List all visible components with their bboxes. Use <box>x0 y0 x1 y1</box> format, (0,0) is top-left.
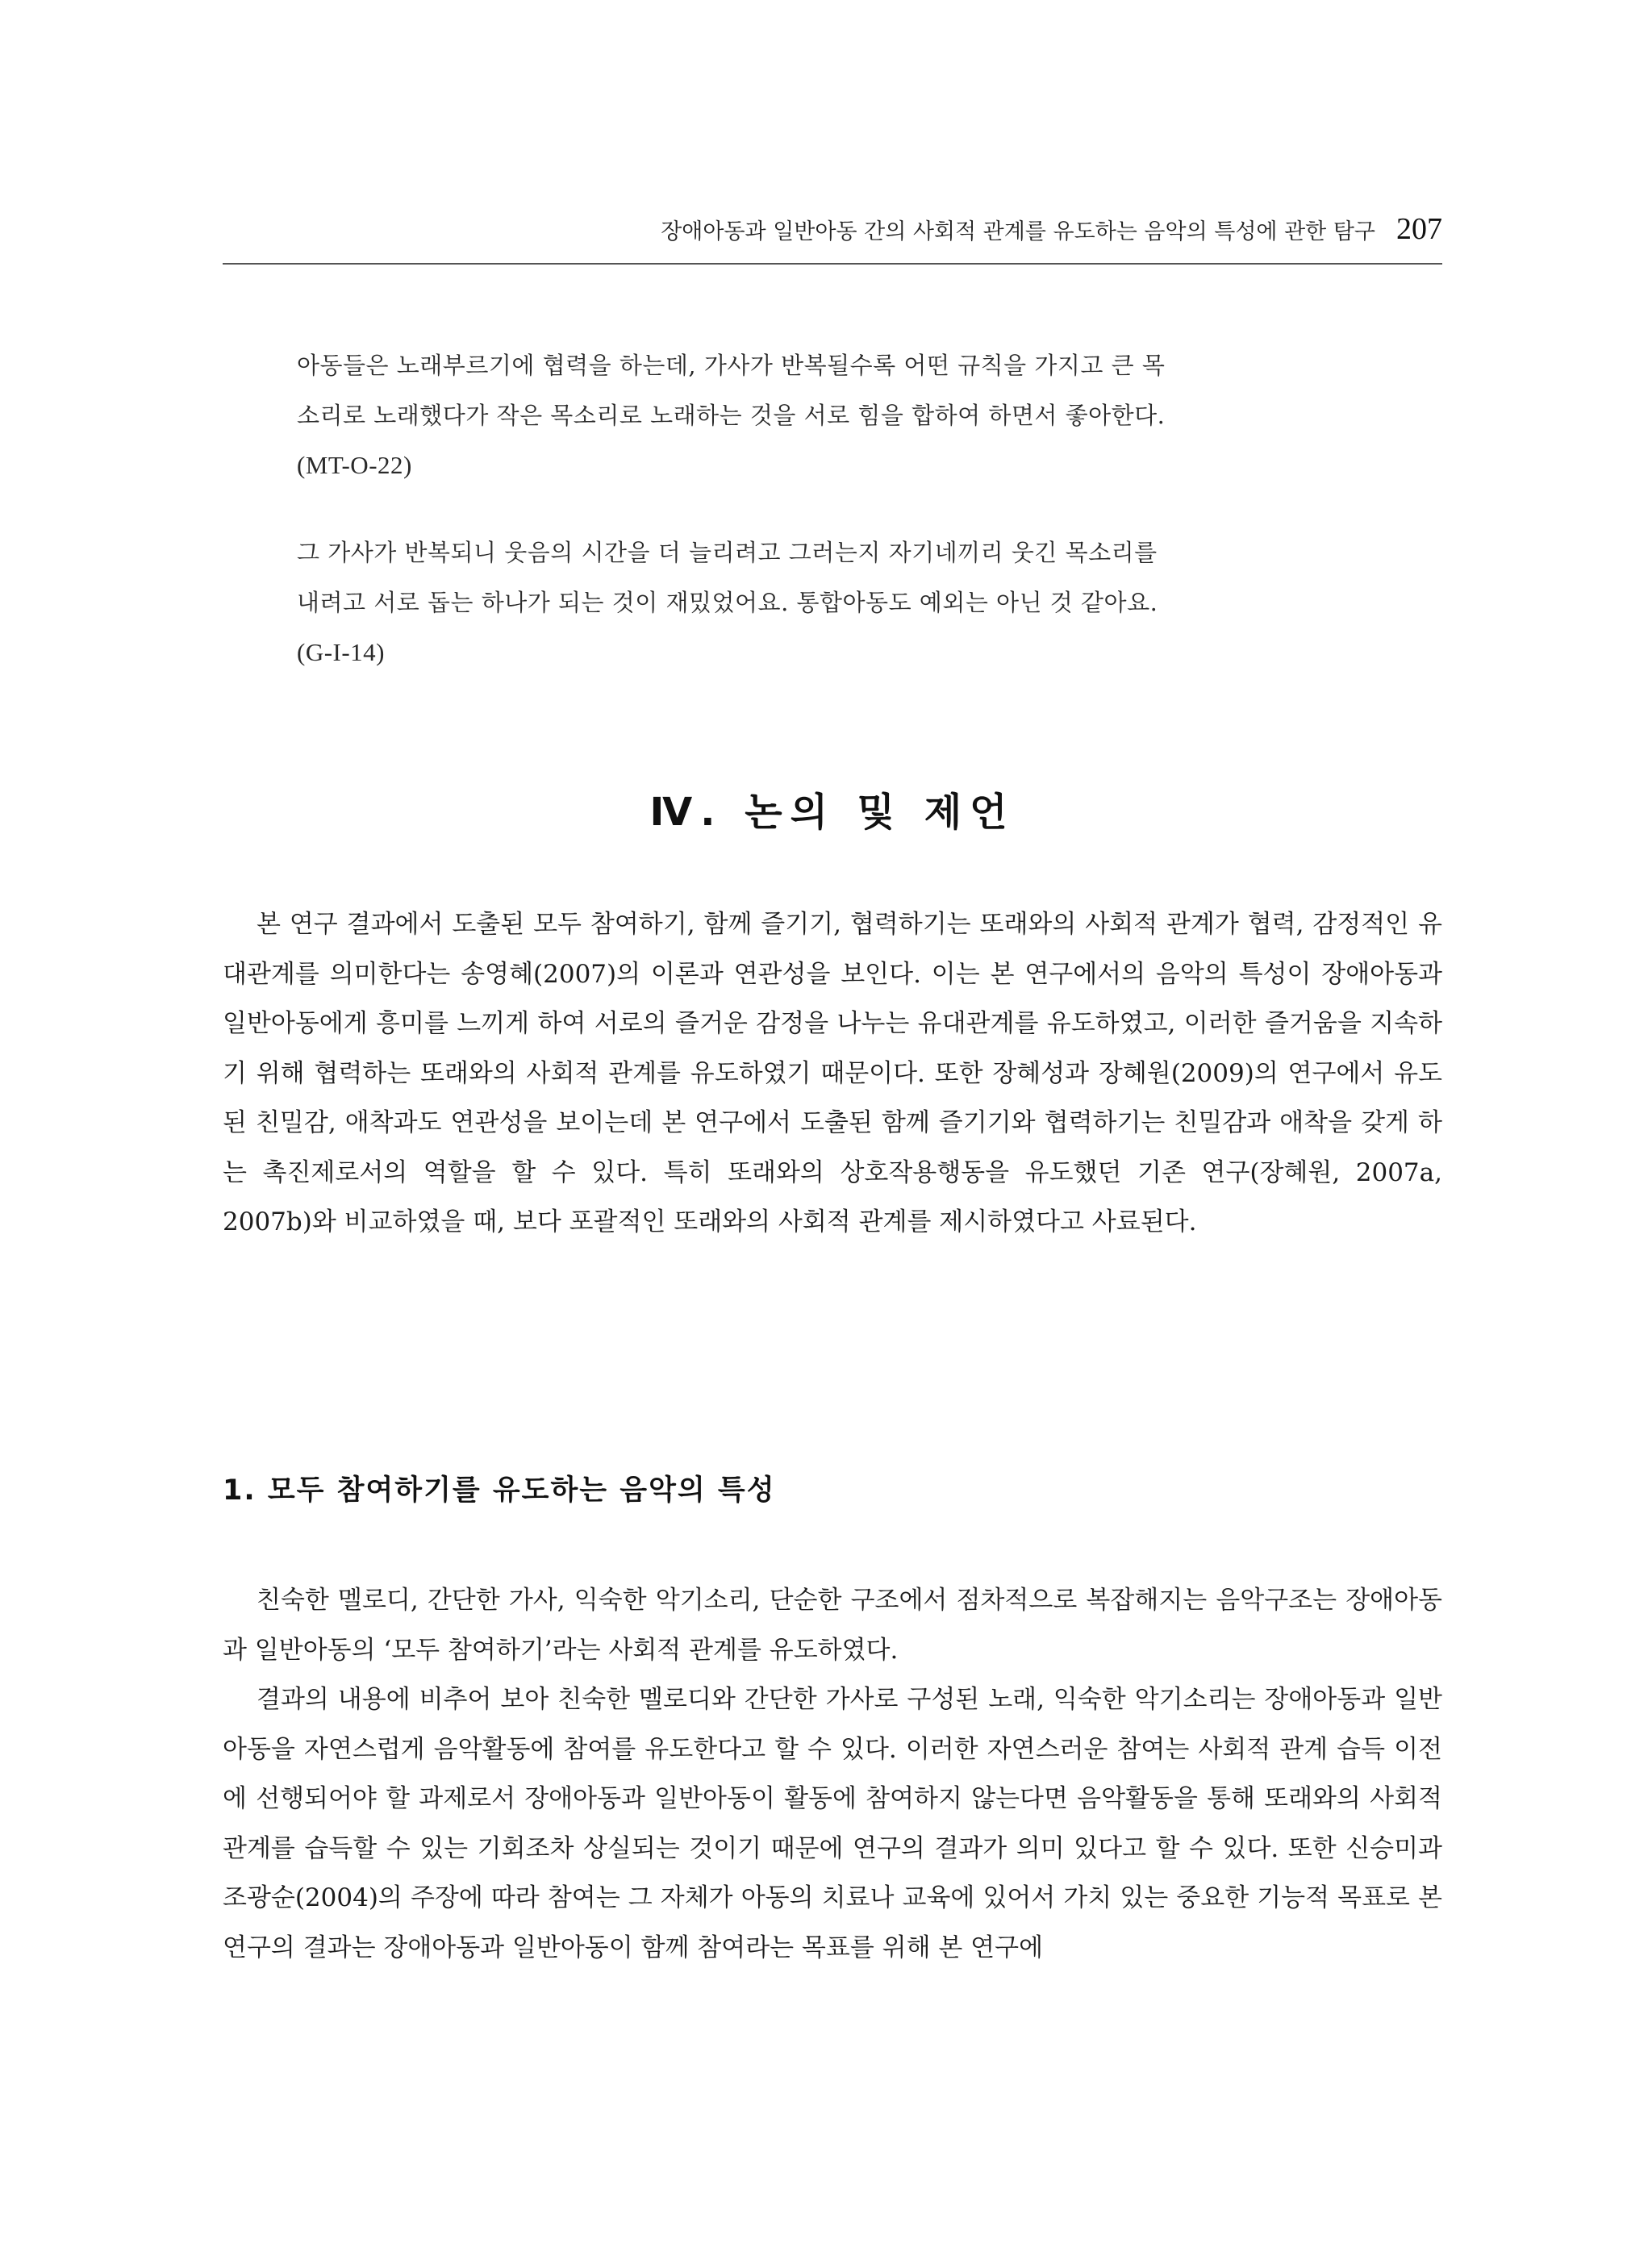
subsection-body <box>223 1576 1442 1973</box>
interview-quote <box>297 340 1382 490</box>
quote-line: 소리로 노래했다가 작은 목소리로 노래하는 것을 서로 힘을 합하여 하면서 좋아한다. <box>297 402 1166 429</box>
body-paragraph: 친숙한 멜로디, 간단한 가사, 익숙한 악기소리, 단순한 구조에서 점차적으로 복잡해지는 음악구조는 장애아동과 일반아동의 ‘모두 참여하기’라는 사회적 관계를 유도하였다. <box>223 1586 1442 1665</box>
body-paragraph: 결과의 내용에 비추어 보아 친숙한 멜로디와 간단한 가사로 구성된 노래, 익숙한 악기소리는 장애아동과 일반아동을 자연스럽게 음악활동에 참여를 유도한다고 할 수 있다. 이러한 자연스러운 참여는 사회적 관계 습득 이전에 선행되어야 할 과제로서 장애아동과 일반아동이 활동에 참여하지 않는다면 음악활동을 통해 또래와의 사회적 관계를 습득할 수 있는 기회조차 상실되는 것이기 때문에 연구의 결과가 의미 있다고 할 수 있다. 또한 신승미과 조광순(2004)의 주장에 따라 참여는 그 자체가 아동의 치료나 교육에 있어서 가치 있는 중요한 기능적 목표로 본 연구의 결과는 장애아동과 일반아동이 함께 참여라는 목표를 위해 본 연구에 <box>223 1685 1442 1962</box>
section-body <box>223 900 1442 1248</box>
subsection-heading: 1. 모두 참여하기를 유도하는 음악의 특성 <box>223 1474 776 1507</box>
quote-source-code: (G-I-14) <box>297 638 386 666</box>
running-header <box>223 211 1442 260</box>
quote-line: 아동들은 노래부르기에 협력을 하는데, 가사가 반복될수록 어떤 규칙을 가지고 큰 목 <box>297 352 1166 379</box>
quote-line: 내려고 서로 돕는 하나가 되는 것이 재밌었어요. 통합아동도 예외는 아닌 것 같아요. <box>297 589 1158 616</box>
quote-source-code: (MT-O-22) <box>297 451 412 479</box>
running-title: 장애아동과 일반아동 간의 사회적 관계를 유도하는 음악의 특성에 관한 탐구 <box>661 219 1375 244</box>
quote-line: 그 가사가 반복되니 웃음의 시간을 더 늘리려고 그러는지 자기네끼리 웃긴 목소리를 <box>297 539 1158 566</box>
page-number: 207 <box>1396 212 1442 246</box>
interview-quote <box>297 527 1382 678</box>
section-heading: Ⅳ. 논의 및 제언 <box>649 790 1016 835</box>
header-rule <box>223 263 1442 265</box>
body-paragraph: 본 연구 결과에서 도출된 모두 참여하기, 함께 즐기기, 협력하기는 또래와의 사회적 관계가 협력, 감정적인 유대관계를 의미한다는 송영혜(2007)의 이론과 연관성을 보인다. 이는 본 연구에서의 음악의 특성이 장애아동과 일반아동에게 흥미를 느끼게 하여 서로의 즐거운 감정을 나누는 유대관계를 유도하였고, 이러한 즐거움을 지속하기 위해 협력하는 또래와의 사회적 관계를 유도하였기 때문이다. 또한 장혜성과 장혜원(2009)의 연구에서 유도된 친밀감, 애착과도 연관성을 보이는데 본 연구에서 도출된 함께 즐기기와 협력하기는 친밀감과 애착을 갖게 하는 촉진제로서의 역할을 할 수 있다. 특히 또래와의 상호작용행동을 유도했던 기존 연구(장혜원, 2007a, 2007b)와 비교하였을 때, 보다 포괄적인 또래와의 사회적 관계를 제시하였다고 사료된다. <box>223 910 1442 1236</box>
